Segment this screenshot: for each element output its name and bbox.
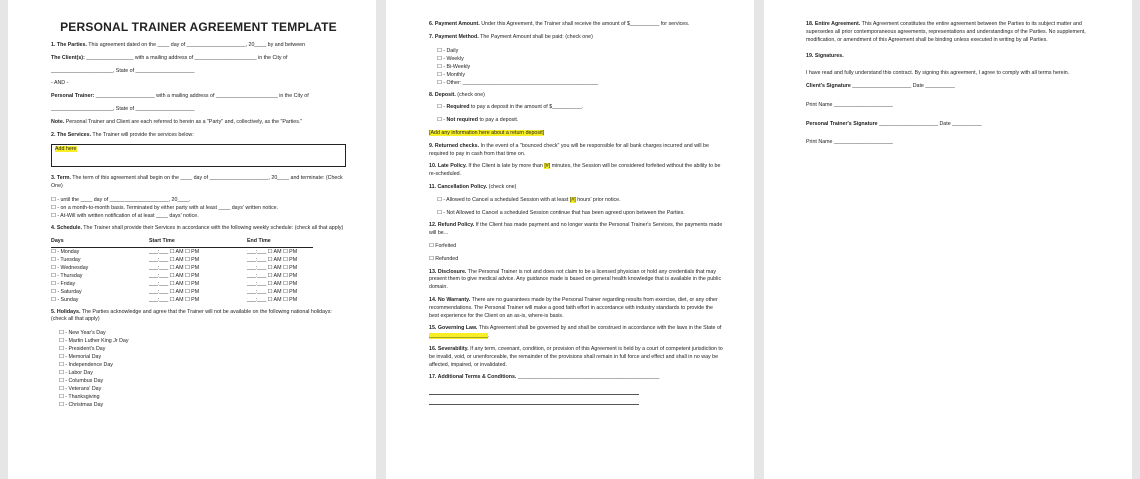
severability-clause: 16. Severability. If any term, covenant, condition, or provision of this Agreement is held by a court of competent jurisdiction to be invalid, void, or unenforceable, the remainder of the provisions shall remain in full force and effect and shall in no way be affected, impaired, or invalidated. bbox=[429, 345, 723, 368]
additional-terms-line[interactable] bbox=[429, 387, 639, 395]
term-option[interactable]: ☐ - until the ____ day of ____________________, 20____. bbox=[51, 196, 191, 203]
payment-method-option[interactable]: ☐ - Daily bbox=[437, 47, 459, 54]
day-checkbox[interactable]: ☐ - Sunday bbox=[51, 296, 79, 303]
add-here-placeholder: Add here bbox=[55, 146, 77, 153]
schedule-clause: 4. Schedule. The Trainer shall provide their Services in accordance with the following weekly schedule: (check all that apply) bbox=[51, 224, 344, 231]
end-time[interactable]: ___:___ ☐ AM ☐ PM bbox=[247, 272, 298, 279]
end-time-header: End Time bbox=[247, 238, 313, 247]
start-time-header: Start Time bbox=[149, 238, 247, 247]
client-state-line: _____________________, State of ____________________ bbox=[51, 67, 195, 74]
cancel-allowed-option[interactable]: ☐ - Allowed to Cancel a scheduled Session with at least [#] hours' prior notice. bbox=[437, 196, 621, 203]
governing-law-clause: 15. Governing Law. This Agreement shall be governed by and shall be construed in accordance with the laws in the State of ____________________. bbox=[429, 325, 722, 340]
day-checkbox[interactable]: ☐ - Wednesday bbox=[51, 264, 89, 271]
document-title: PERSONAL TRAINER AGREEMENT TEMPLATE bbox=[60, 20, 337, 34]
and-separator: - AND - bbox=[51, 80, 69, 87]
services-clause: 2. The Services. The Trainer will provide the services below: bbox=[51, 131, 194, 138]
cancel-not-allowed-option[interactable]: ☐ - Not Allowed to Cancel a scheduled Session continue that has been agreed upon between the Parties. bbox=[437, 209, 685, 216]
refunded-option[interactable]: ☐ Refunded bbox=[429, 255, 459, 262]
holiday-checkbox[interactable]: ☐ - Thanksgiving bbox=[59, 394, 100, 401]
document-page-3 bbox=[764, 0, 1132, 479]
day-checkbox[interactable]: ☐ - Saturday bbox=[51, 288, 82, 295]
holiday-checkbox[interactable]: ☐ - Labor Day bbox=[59, 370, 93, 377]
start-time[interactable]: ___:___ ☐ AM ☐ PM bbox=[149, 280, 200, 287]
document-page-1 bbox=[8, 0, 376, 479]
services-input-box[interactable] bbox=[51, 144, 346, 167]
holiday-checkbox[interactable]: ☐ - Martin Luther King Jr Day bbox=[59, 338, 129, 345]
holidays-clause: 5. Holidays. The Parties acknowledge and agree that the Trainer will not be available on the following national holidays: (check all that apply) bbox=[51, 308, 332, 323]
returned-checks-clause: 9. Returned checks. In the event of a "bounced check" you will be responsible for all bank charges incurred and will be required to pay in cash from that time on. bbox=[429, 142, 709, 157]
signatures-statement: I have read and fully understand this contract. By signing this agreement, I agree to comply with all terms herein. bbox=[806, 70, 1070, 77]
day-checkbox[interactable]: ☐ - Monday bbox=[51, 248, 80, 255]
payment-amount-clause: 6. Payment Amount. Under this Agreement, the Trainer shall receive the amount of $__________ for services. bbox=[429, 21, 690, 27]
deposit-not-required-option[interactable]: ☐ - Not required to pay a deposit. bbox=[437, 117, 519, 124]
payment-method-option[interactable]: ☐ - Other: ______________________________________________ bbox=[437, 79, 599, 86]
start-time[interactable]: ___:___ ☐ AM ☐ PM bbox=[149, 272, 200, 279]
holiday-checkbox[interactable]: ☐ - Memorial Day bbox=[59, 354, 102, 361]
end-time[interactable]: ___:___ ☐ AM ☐ PM bbox=[247, 248, 298, 255]
document-page-2 bbox=[386, 0, 754, 479]
days-header: Days bbox=[51, 238, 149, 247]
end-time[interactable]: ___:___ ☐ AM ☐ PM bbox=[247, 296, 298, 303]
refund-clause: 12. Refund Policy. If the Client has made payment and no longer wants the Personal Trainer's Services, the payments made will be... bbox=[429, 222, 723, 237]
start-time[interactable]: ___:___ ☐ AM ☐ PM bbox=[149, 248, 200, 255]
trainer-state-line: _____________________, State of ____________________ bbox=[51, 105, 195, 112]
end-time[interactable]: ___:___ ☐ AM ☐ PM bbox=[247, 256, 298, 263]
signatures-heading: 19. Signatures. bbox=[806, 53, 844, 60]
start-time[interactable]: ___:___ ☐ AM ☐ PM bbox=[149, 288, 200, 295]
additional-terms-line[interactable] bbox=[429, 397, 639, 405]
trainer-signature-line[interactable]: Personal Trainer's Signature ____________________ Date __________ bbox=[806, 120, 982, 127]
end-time[interactable]: ___:___ ☐ AM ☐ PM bbox=[247, 264, 298, 271]
term-clause: 3. Term. The term of this agreement shall begin on the ____ day of ____________________, 20____ and terminate: (Check One) bbox=[51, 175, 343, 190]
payment-method-clause: 7. Payment Method. The Payment Amount shall be paid: (check one) bbox=[429, 33, 593, 40]
payment-method-option[interactable]: ☐ - Weekly bbox=[437, 55, 464, 62]
holiday-checkbox[interactable]: ☐ - Independence Day bbox=[59, 362, 113, 369]
forfeited-option[interactable]: ☐ Forfeited bbox=[429, 242, 457, 249]
note-clause: Note. Personal Trainer and Client are each referred to herein as a "Party" and, collectively, as the "Parties." bbox=[51, 118, 303, 125]
trainer-print-name[interactable]: Print Name ____________________ bbox=[806, 139, 893, 146]
client-line: The Client(s): ________________ with a mailing address of _____________________ in the City of bbox=[51, 54, 288, 61]
no-warranty-clause: 14. No Warranty. There are no guarantees made by the Personal Trainer regarding results from exercise, diet, or any other recommendations. The Personal Trainer will make a good faith effort in accordance with industry standards to provide the best experience for the Client on an as-is, where-is basis. bbox=[429, 296, 718, 319]
holiday-checkbox[interactable]: ☐ - New Year's Day bbox=[59, 330, 106, 337]
start-time[interactable]: ___:___ ☐ AM ☐ PM bbox=[149, 264, 200, 271]
client-print-name[interactable]: Print Name ____________________ bbox=[806, 101, 893, 108]
payment-method-option[interactable]: ☐ - Monthly bbox=[437, 71, 466, 78]
term-option[interactable]: ☐ - At-Will with written notification of at least ____ days' notice. bbox=[51, 212, 199, 219]
deposit-clause: 8. Deposit. (check one) bbox=[429, 91, 485, 98]
end-time[interactable]: ___:___ ☐ AM ☐ PM bbox=[247, 280, 298, 287]
additional-terms-clause: 17. Additional Terms & Conditions. ________________________________________________ bbox=[429, 374, 660, 381]
disclosure-clause: 13. Disclosure. The Personal Trainer is not and does not claim to be a licensed physician or hold any credentials that may present them to give medical advice. Any guidance made is based on general health knowledge that is available in the public domain. bbox=[429, 268, 722, 291]
start-time[interactable]: ___:___ ☐ AM ☐ PM bbox=[149, 296, 200, 303]
cancellation-clause: 11. Cancellation Policy. (check one) bbox=[429, 183, 517, 190]
late-policy-clause: 10. Late Policy. If the Client is late by more than [#] minutes, the Session will be considered forfeited without the ability to be re-scheduled. bbox=[429, 163, 721, 178]
holiday-checkbox[interactable]: ☐ - Veterans' Day bbox=[59, 386, 102, 393]
schedule-table bbox=[51, 238, 313, 304]
day-checkbox[interactable]: ☐ - Thursday bbox=[51, 272, 83, 279]
deposit-required-option[interactable]: ☐ - Required to pay a deposit in the amount of $__________. bbox=[437, 104, 584, 111]
start-time[interactable]: ___:___ ☐ AM ☐ PM bbox=[149, 256, 200, 263]
parties-clause: 1. The Parties. This agreement dated on the ____ day of ____________________, 20____ by and between bbox=[51, 42, 306, 48]
day-checkbox[interactable]: ☐ - Tuesday bbox=[51, 256, 81, 263]
end-time[interactable]: ___:___ ☐ AM ☐ PM bbox=[247, 288, 298, 295]
entire-agreement-clause: 18. Entire Agreement. This Agreement constitutes the entire agreement between the Parties to its subject matter and supersedes all prior contemporaneous agreements, representations and understandings of the Parties. No supplement, modification, or amendment of this Agreement shall be binding unless executed in writing by all Parties. bbox=[806, 21, 1086, 43]
holiday-checkbox[interactable]: ☐ - President's Day bbox=[59, 346, 106, 353]
return-deposit-placeholder[interactable]: [Add any information here about a return deposit] bbox=[429, 129, 545, 136]
holiday-checkbox[interactable]: ☐ - Columbus Day bbox=[59, 378, 104, 385]
trainer-line: Personal Trainer: ____________________ with a mailing address of _____________________ in the City of bbox=[51, 93, 309, 100]
payment-method-option[interactable]: ☐ - Bi-Weekly bbox=[437, 63, 471, 70]
client-signature-line[interactable]: Client's Signature ____________________ Date __________ bbox=[806, 82, 955, 89]
holiday-checkbox[interactable]: ☐ - Christmas Day bbox=[59, 402, 104, 409]
term-option[interactable]: ☐ - on a month-to-month basis. Terminated by either party with at least ____ days' written notice. bbox=[51, 204, 279, 211]
day-checkbox[interactable]: ☐ - Friday bbox=[51, 280, 76, 287]
